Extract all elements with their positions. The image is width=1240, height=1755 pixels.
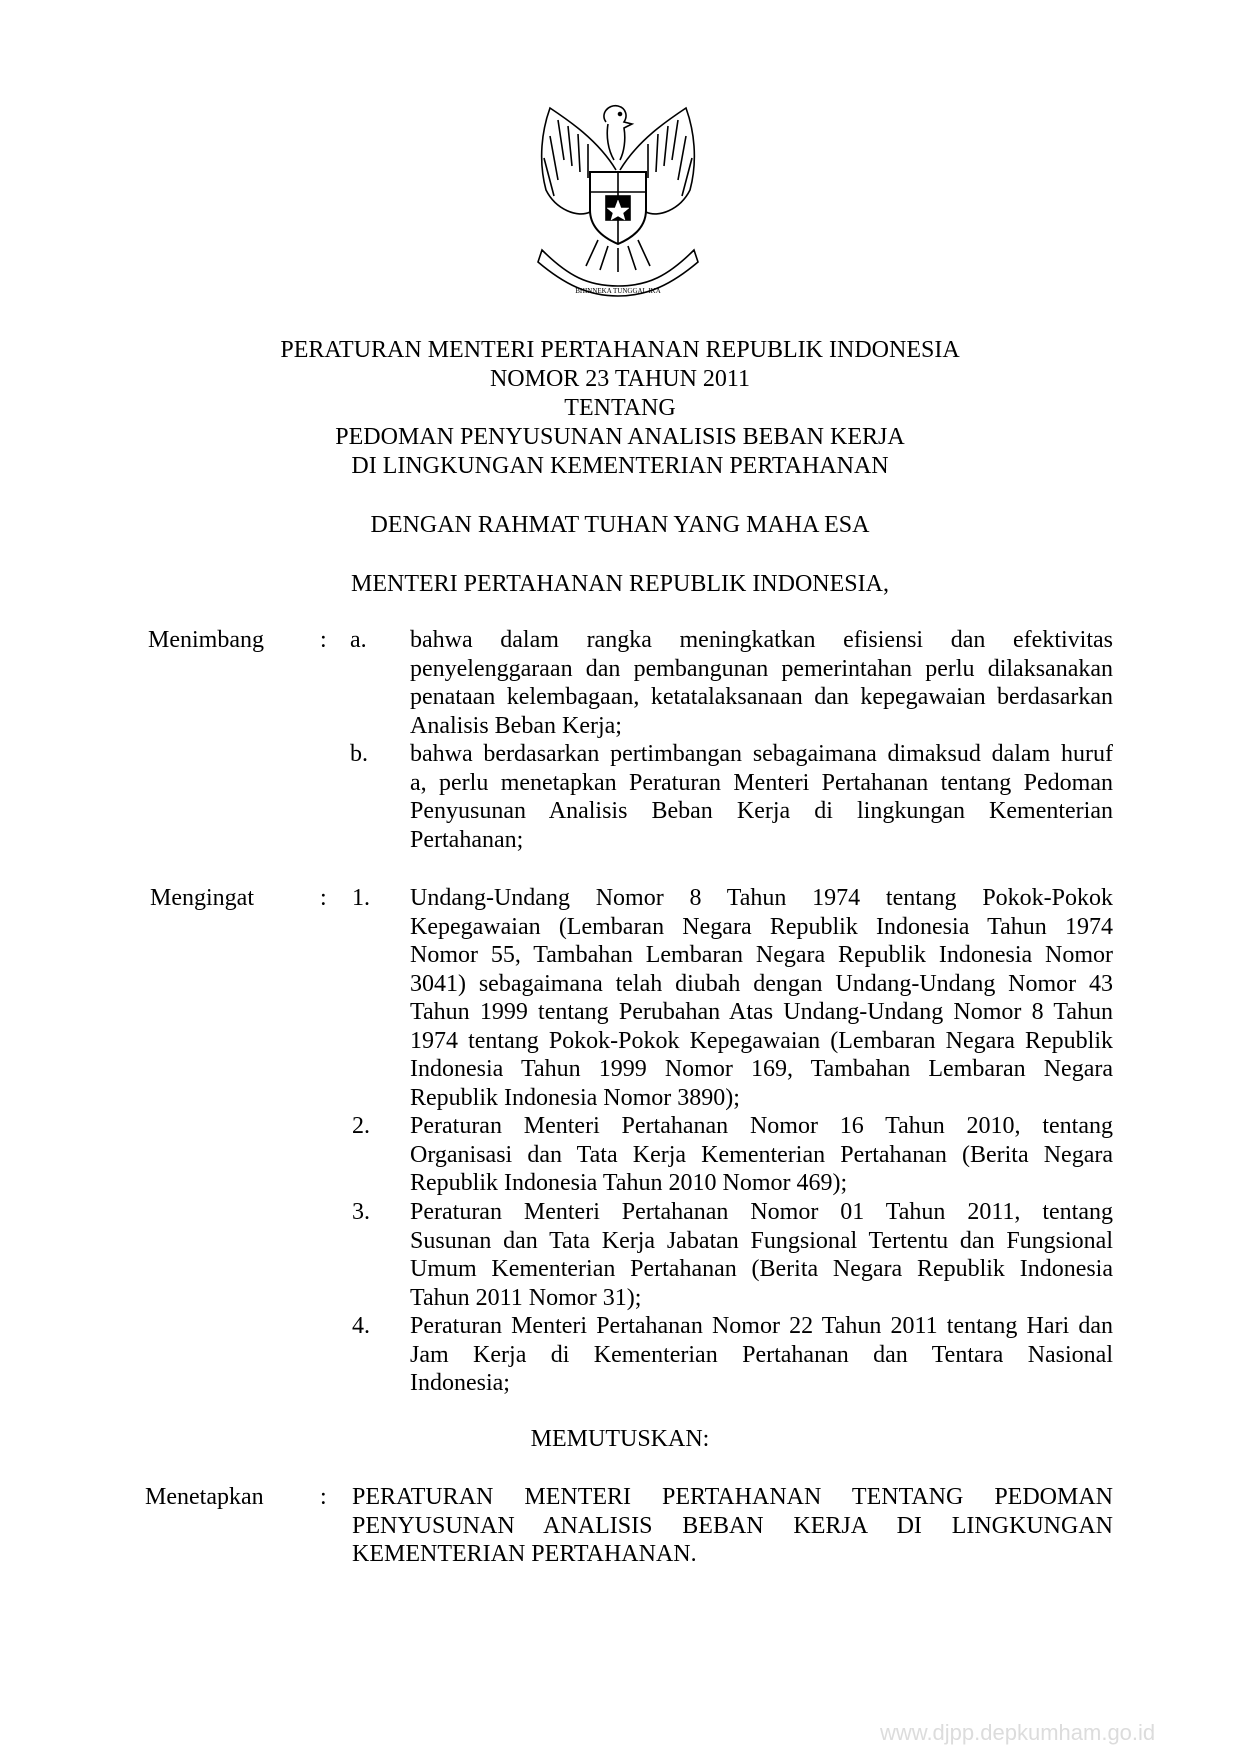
text-line: Nomor 55, Tambahan Lembaran Negara Republik Indonesia Nomor [410,942,1113,968]
text-line: Tahun 1999 tentang Perubahan Atas Undang-Undang Nomor 8 Tahun [410,999,1113,1025]
text-line: penataan kelembagaan, ketatalaksanaan dan kepegawaian berdasarkan [410,684,1113,710]
menimbang-marker-a: a. [350,627,367,653]
menetapkan-label: Menetapkan [145,1484,264,1510]
title-line-1: PERATURAN MENTERI PERTAHANAN REPUBLIK INDONESIA [280,337,960,363]
title-line-4: PEDOMAN PENYUSUNAN ANALISIS BEBAN KERJA [335,424,905,450]
text-line: Peraturan Menteri Pertahanan Nomor 01 Tahun 2011, tentang [410,1199,1113,1225]
text-line: Republik Indonesia Nomor 3890); [410,1084,740,1111]
text-line: Penyusunan Analisis Beban Kerja di lingkungan Kementerian [410,798,1113,824]
text-line: Peraturan Menteri Pertahanan Nomor 16 Tahun 2010, tentang [410,1113,1113,1139]
text-line: Republik Indonesia Tahun 2010 Nomor 469); [410,1170,848,1196]
text-line: bahwa dalam rangka meningkatkan efisiensi dan efektivitas [410,627,1113,653]
text-line: Tahun 2011 Nomor 31); [410,1284,642,1311]
preamble-line: DENGAN RAHMAT TUHAN YANG MAHA ESA [370,512,870,538]
mengingat-item-3 [410,1198,1113,1312]
emblem-motto: BHINNEKA TUNGGAL IKA [575,287,661,295]
menetapkan-text [352,1483,1113,1569]
text-line: Kepegawaian (Lembaran Negara Republik Indonesia Tahun 1974 [410,913,1113,940]
text-line: KEMENTERIAN PERTAHANAN. [352,1541,697,1567]
mengingat-item-4 [410,1312,1113,1398]
title-line-2: NOMOR 23 TAHUN 2011 [489,366,751,392]
text-line: a, perlu menetapkan Peraturan Menteri Pertahanan tentang Pedoman [410,769,1113,796]
title-line-5: DI LINGKUNGAN KEMENTERIAN PERTAHANAN [351,453,889,479]
watermark: www.djpp.depkumham.go.id [880,1720,1156,1745]
menimbang-colon: : [320,627,327,653]
menimbang-item-b [410,740,1113,854]
text-line: Susunan dan Tata Kerja Jabatan Fungsional Tertentu dan Fungsional [410,1227,1113,1254]
mengingat-marker-4: 4. [352,1313,370,1339]
mengingat-label: Mengingat [150,885,254,911]
menimbang-marker-b: b. [350,741,368,767]
text-line: 1974 tentang Pokok-Pokok Kepegawaian (Lembaran Negara Republik [410,1027,1113,1054]
mengingat-marker-2: 2. [352,1113,370,1139]
minister-line: MENTERI PERTAHANAN REPUBLIK INDONESIA, [351,571,889,597]
garuda-emblem [528,100,708,300]
menimbang-item-a [410,626,1113,740]
menimbang-label: Menimbang [148,627,264,653]
mengingat-item-2 [410,1112,1113,1198]
text-line: Pertahanan; [410,826,524,853]
text-line: Indonesia; [410,1370,510,1396]
text-line: Indonesia Tahun 1999 Nomor 169, Tambahan Lembaran Negara [410,1056,1113,1082]
text-line: 3041) sebagaimana telah diubah dengan Undang-Undang Nomor 43 [410,970,1113,997]
text-line: Jam Kerja di Kementerian Pertahanan dan Tentara Nasional [410,1341,1113,1368]
text-line: bahwa berdasarkan pertimbangan sebagaimana dimaksud dalam huruf [410,741,1113,767]
text-line: Organisasi dan Tata Kerja Kementerian Pertahanan (Berita Negara [410,1141,1113,1168]
mengingat-marker-3: 3. [352,1199,370,1225]
text-line: Peraturan Menteri Pertahanan Nomor 22 Tahun 2011 tentang Hari dan [410,1313,1113,1339]
mengingat-colon: : [320,885,327,911]
text-line: Undang-Undang Nomor 8 Tahun 1974 tentang Pokok-Pokok [410,885,1113,911]
title-line-3: TENTANG [564,395,676,421]
text-line: penyelenggaraan dan pembangunan pemerintahan perlu dilaksanakan [410,655,1113,682]
text-line: Umum Kementerian Pertahanan (Berita Negara Republik Indonesia [410,1256,1113,1282]
memutuskan-heading: MEMUTUSKAN: [530,1426,710,1452]
mengingat-item-1 [410,884,1113,1112]
mengingat-marker-1: 1. [352,885,370,911]
text-line: PENYUSUNAN ANALISIS BEBAN KERJA DI LINGKUNGAN [352,1512,1113,1539]
menetapkan-colon: : [320,1484,327,1510]
text-line: PERATURAN MENTERI PERTAHANAN TENTANG PEDOMAN [352,1484,1113,1510]
text-line: Analisis Beban Kerja; [410,712,622,739]
